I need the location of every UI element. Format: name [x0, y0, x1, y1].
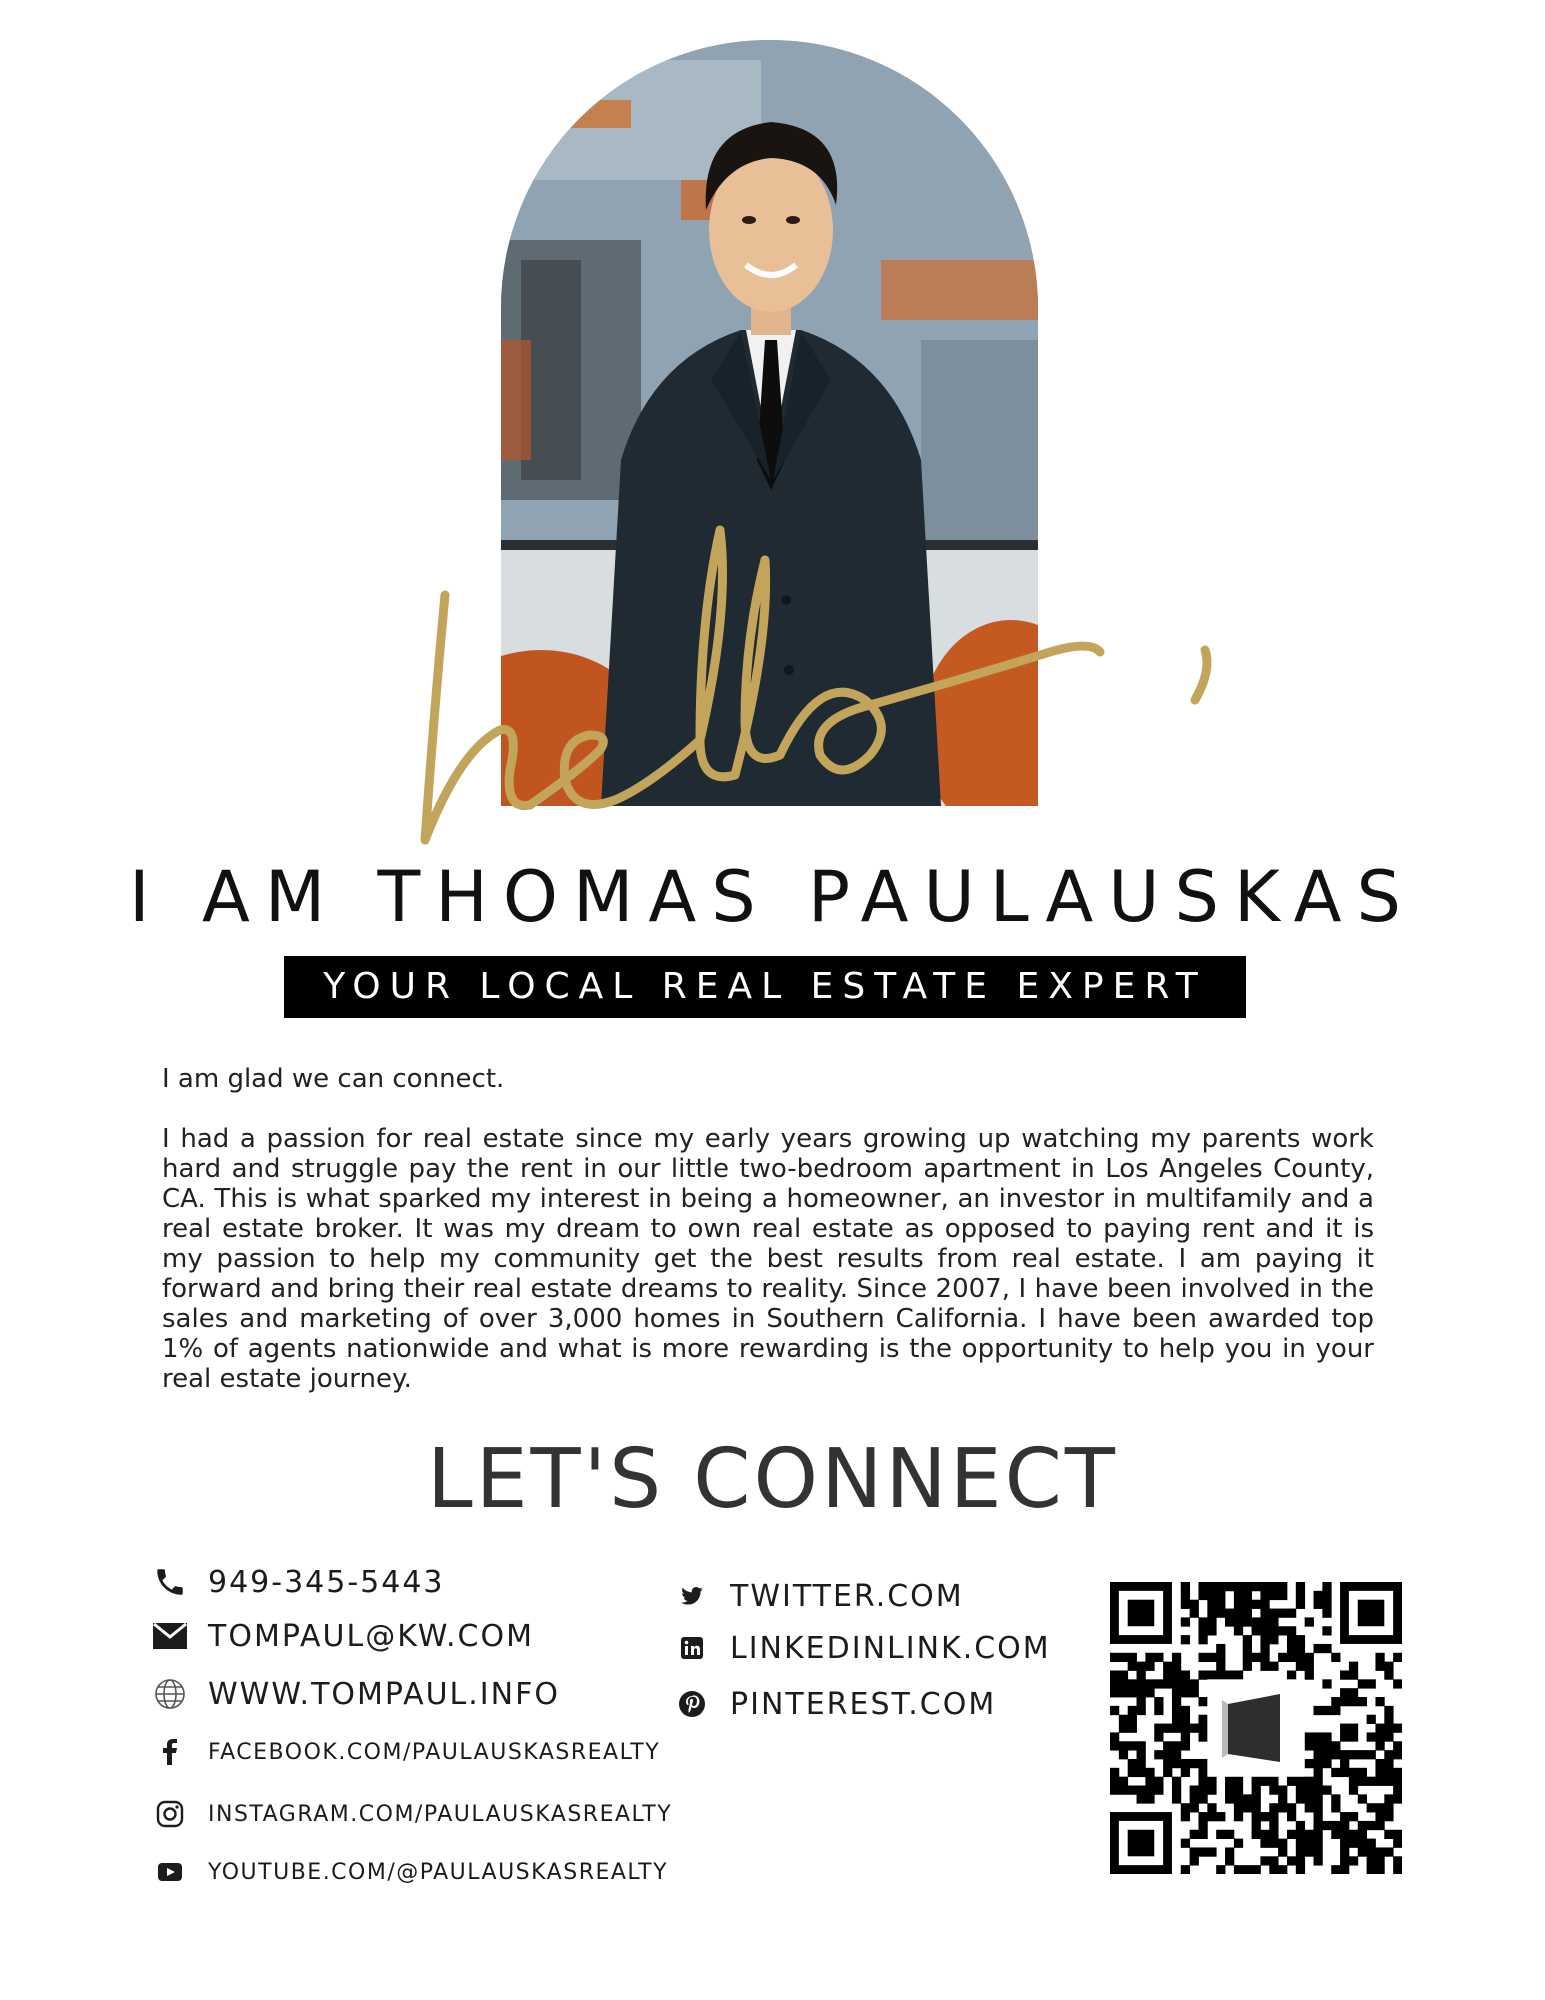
- qr-code[interactable]: [1110, 1582, 1402, 1874]
- contact-phone[interactable]: [150, 1562, 445, 1602]
- twitter-icon: [672, 1576, 712, 1616]
- facebook-icon: [150, 1732, 190, 1772]
- tagline-banner: [284, 956, 1246, 1018]
- website-url: WWW.TOMPAUL.INFO: [208, 1676, 560, 1712]
- envelope-icon: [150, 1616, 190, 1656]
- phone-number: 949-345-5443: [208, 1564, 445, 1600]
- hello-script-lettering: [400, 500, 1260, 860]
- instagram-url: INSTAGRAM.COM/PAULAUSKASREALTY: [208, 1801, 673, 1827]
- linkedin-url: LINKEDINLINK.COM: [730, 1630, 1051, 1666]
- bio-paragraph: I had a passion for real estate since my early years growing up watching my parents work hard and struggle pay the rent in our little two-bedroom apartment in Los Angeles County, CA. This is what sparked my interest in being a homeowner, an investor in multifamily and a real estate broker. It was my dream to own real estate as opposed to paying rent and it is my passion to help my community get the best results from real estate. I am paying it forward and bring their real estate dreams to reality. Since 2007, I have been involved in the sales and marketing of over 3,000 homes in Southern California. I have been awarded top 1% of agents nationwide and what is more rewarding is the opportunity to help you in your real estate journey.: [162, 1124, 1374, 1394]
- contact-website[interactable]: [150, 1674, 560, 1714]
- facebook-url: FACEBOOK.COM/PAULAUSKASREALTY: [208, 1739, 661, 1765]
- contact-facebook[interactable]: [150, 1732, 660, 1772]
- globe-icon: [150, 1674, 190, 1714]
- youtube-icon: [150, 1852, 190, 1892]
- linkedin-icon: [672, 1628, 712, 1668]
- contact-youtube[interactable]: [150, 1852, 668, 1892]
- bio-greeting: I am glad we can connect.: [162, 1064, 505, 1094]
- agent-name-heading: I AM THOMAS PAULAUSKAS: [129, 856, 1416, 938]
- twitter-url: TWITTER.COM: [730, 1578, 964, 1614]
- contact-instagram[interactable]: [150, 1794, 672, 1834]
- contact-pinterest[interactable]: [672, 1684, 996, 1724]
- connect-heading: LET'S CONNECT: [427, 1432, 1118, 1527]
- pinterest-icon: [672, 1684, 712, 1724]
- youtube-url: YOUTUBE.COM/@PAULAUSKASREALTY: [208, 1859, 669, 1885]
- phone-icon: [150, 1562, 190, 1602]
- contact-linkedin[interactable]: [672, 1628, 1051, 1668]
- contact-twitter[interactable]: [672, 1576, 964, 1616]
- contact-email[interactable]: [150, 1616, 534, 1656]
- tagline-text: YOUR LOCAL REAL ESTATE EXPERT: [323, 966, 1207, 1007]
- pinterest-url: PINTEREST.COM: [730, 1686, 997, 1722]
- email-address: TOMPAUL@KW.COM: [208, 1618, 534, 1654]
- instagram-icon: [150, 1794, 190, 1834]
